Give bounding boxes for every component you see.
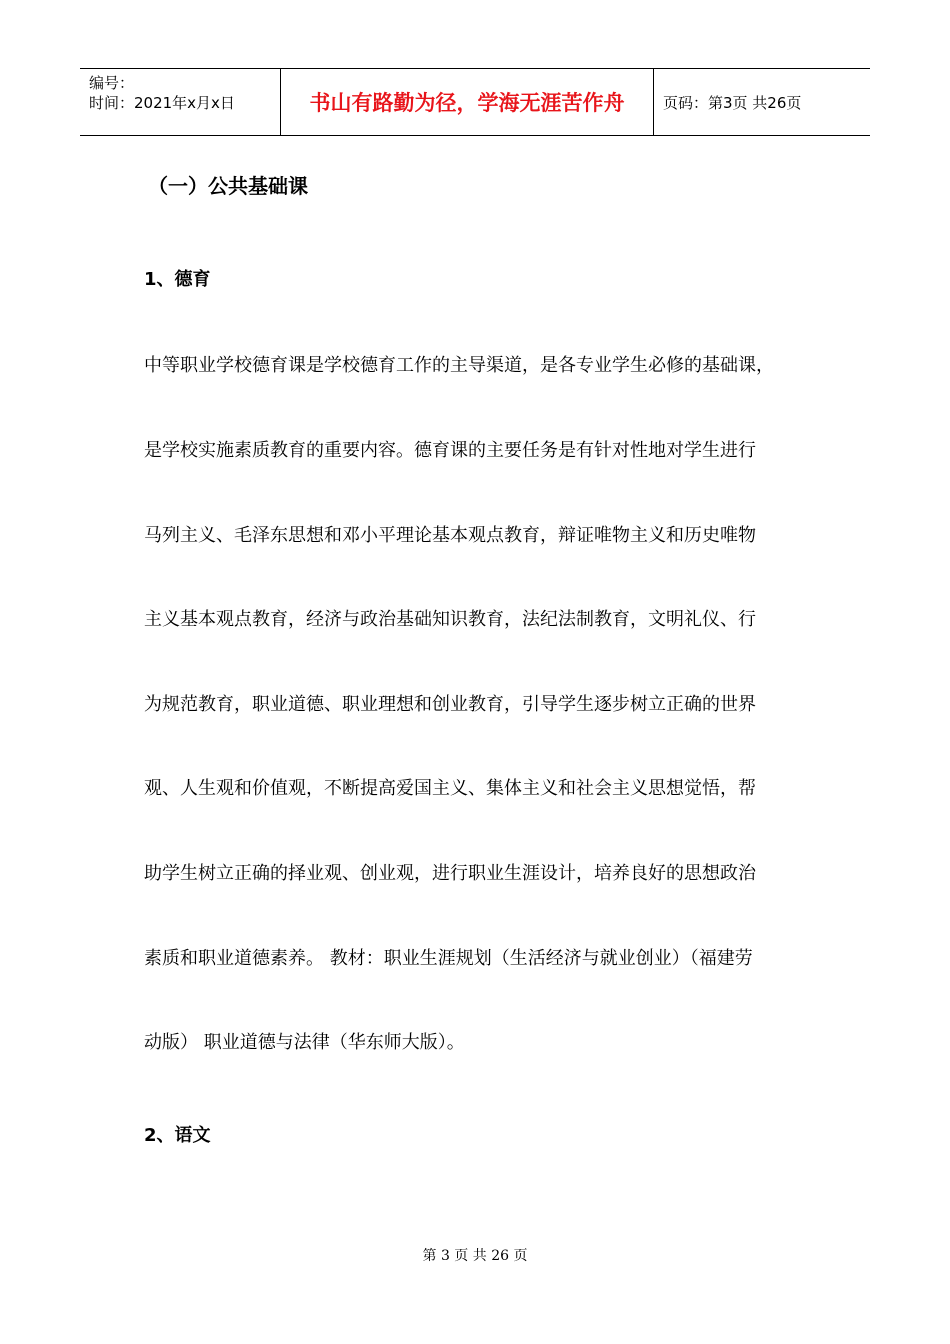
page-header [80, 68, 870, 136]
header-page-cell [654, 69, 870, 135]
paragraph-line: 观、人生观和价值观，不断提高爱国主义、集体主义和社会主义思想觉悟，帮 [144, 778, 756, 799]
page-number-label: 页码：第3页 共26页 [663, 93, 802, 112]
subsection-heading-moral: 1、德育 [144, 269, 211, 290]
page-footer [0, 1245, 950, 1265]
header-meta-cell [80, 69, 281, 135]
paragraph-line: 中等职业学校德育课是学校德育工作的主导渠道，是各专业学生必修的基础课， [144, 355, 774, 376]
paragraph-line: 动版） 职业道德与法律（华东师大版）。 [144, 1032, 465, 1053]
serial-number-label: 编号： [89, 74, 135, 92]
paragraph-line: 马列主义、毛泽东思想和邓小平理论基本观点教育，辩证唯物主义和历史唯物 [144, 525, 756, 546]
motto-text: 书山有路勤为径，学海无涯苦作舟 [309, 90, 625, 115]
footer-page-number: 第 3 页 共 26 页 [422, 1248, 528, 1264]
subsection-heading-chinese: 2、语文 [144, 1125, 211, 1146]
paragraph-line: 助学生树立正确的择业观、创业观，进行职业生涯设计，培养良好的思想政治 [144, 863, 756, 884]
paragraph-line: 素质和职业道德素养。 教材：职业生涯规划（生活经济与就业创业）（福建劳 [144, 948, 753, 969]
paragraph-line: 主义基本观点教育，经济与政治基础知识教育，法纪法制教育，文明礼仪、行 [144, 609, 756, 630]
section-title: （一）公共基础课 [148, 174, 308, 198]
paragraph-line: 为规范教育，职业道德、职业理想和创业教育，引导学生逐步树立正确的世界 [144, 694, 756, 715]
date-label: 时间：2021年x月x日 [89, 94, 235, 112]
header-motto-cell [281, 69, 654, 135]
paragraph-line: 是学校实施素质教育的重要内容。德育课的主要任务是有针对性地对学生进行 [144, 440, 756, 461]
